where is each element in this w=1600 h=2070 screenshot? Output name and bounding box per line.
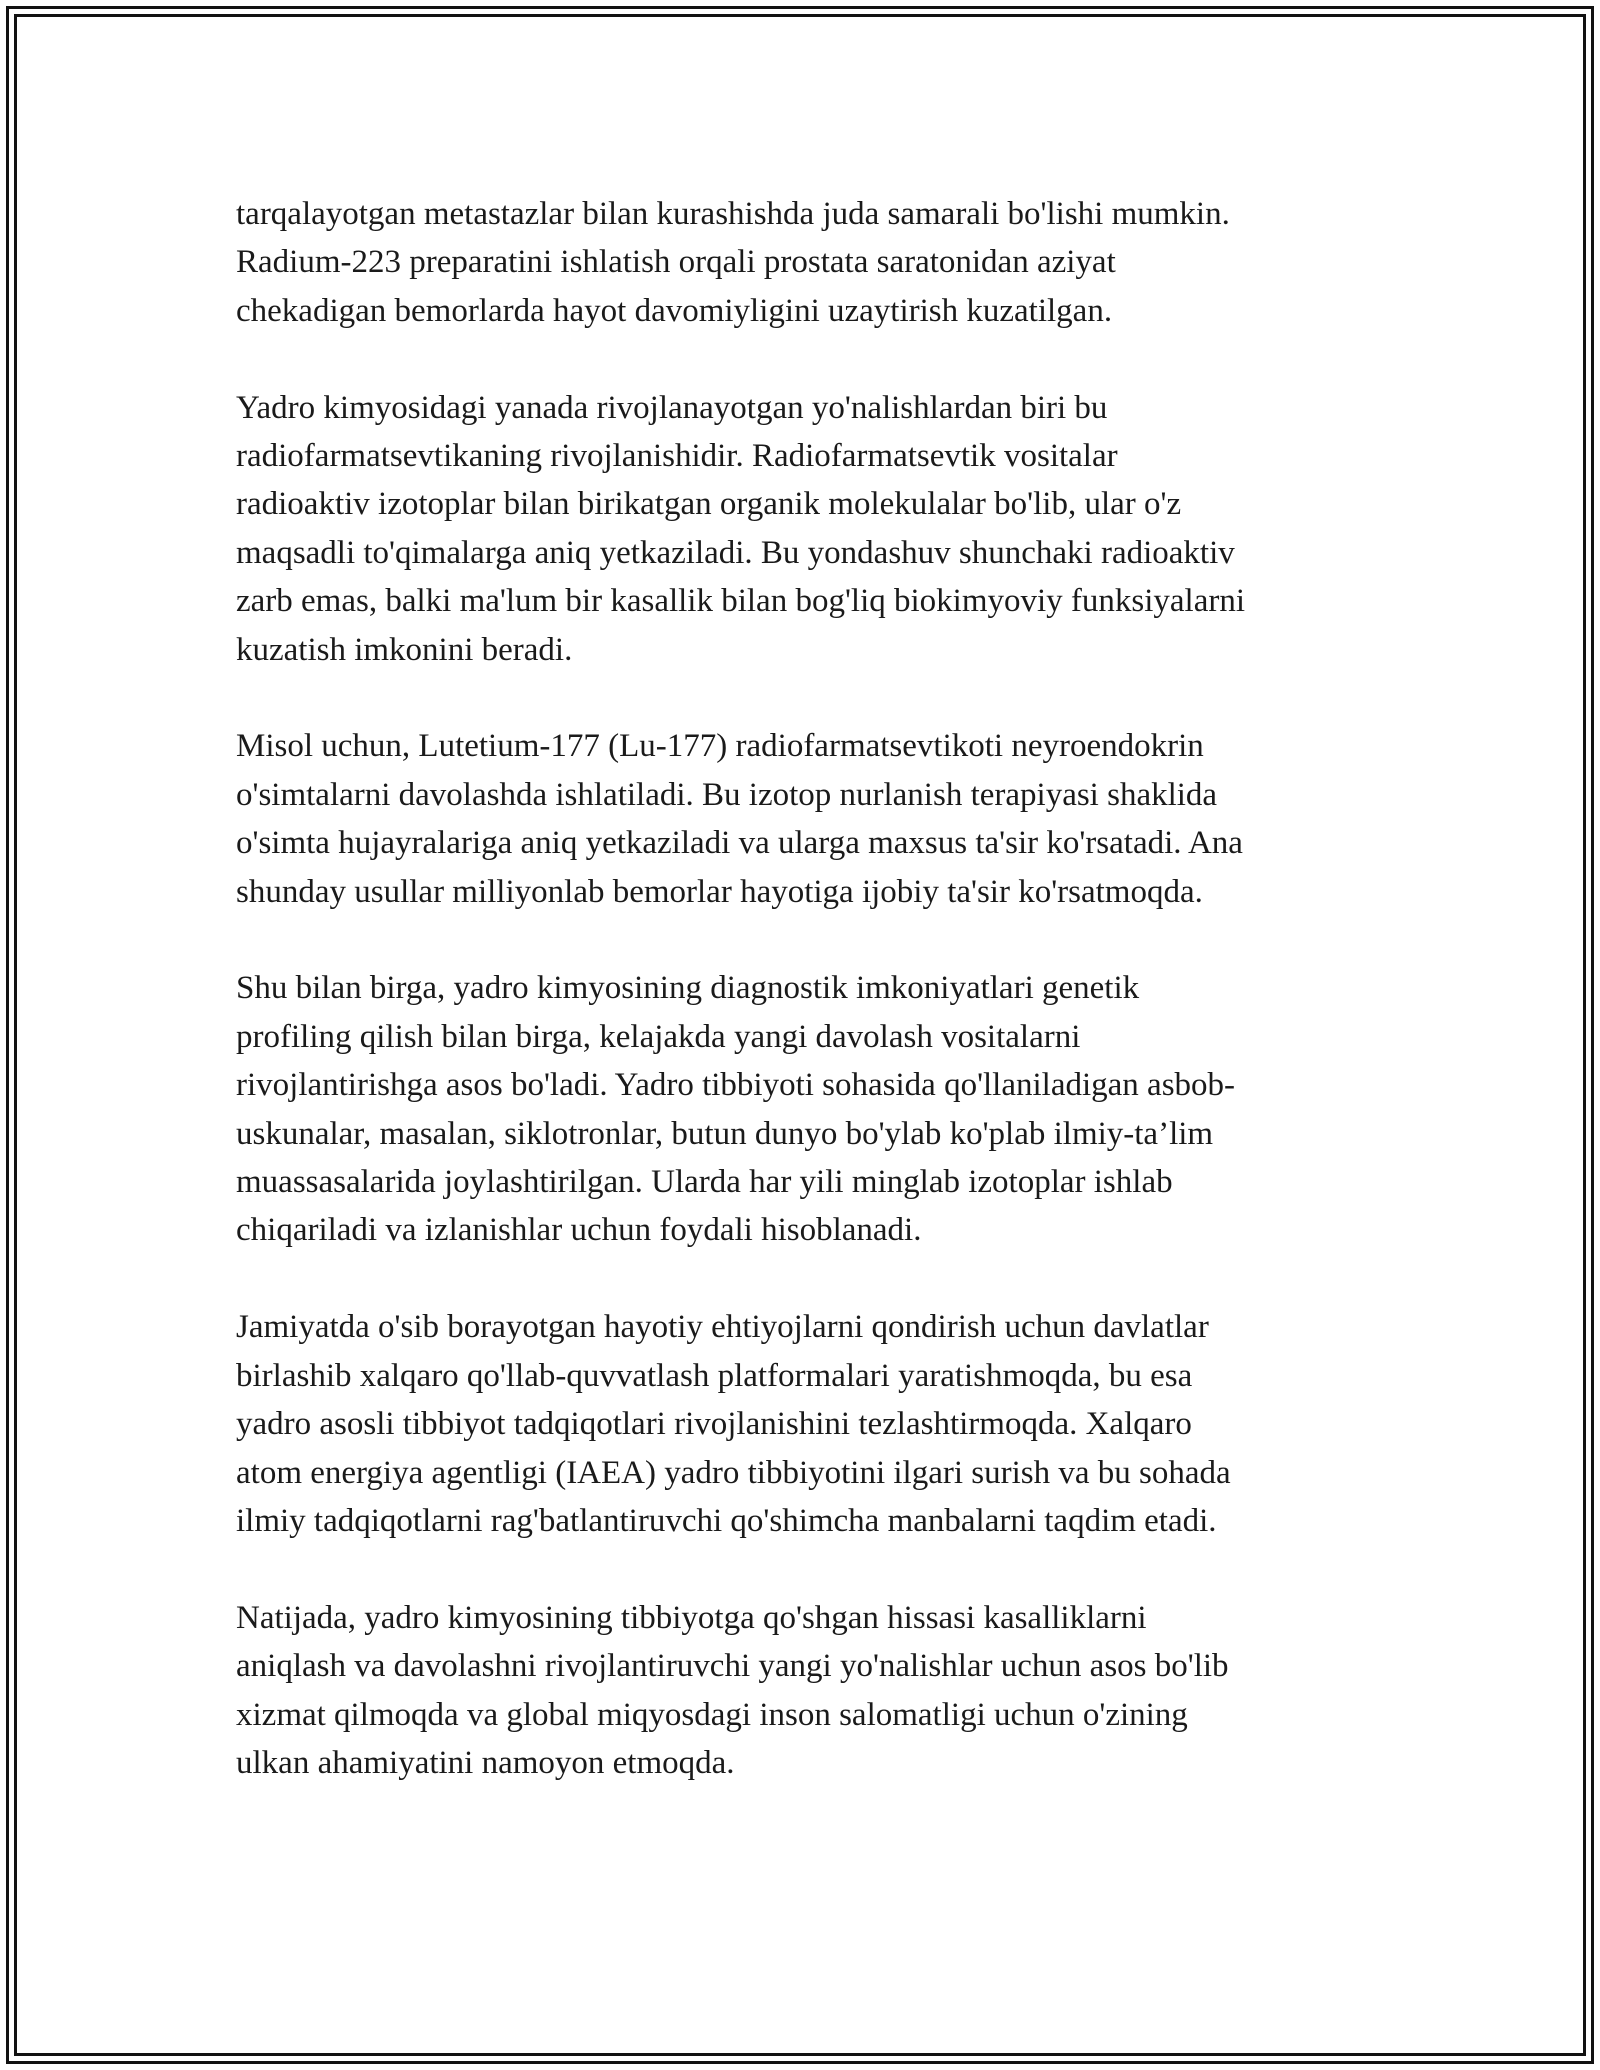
paragraph-lutetium-177 bbox=[236, 722, 1366, 916]
text-line: zarb emas, balki ma'lum bir kasallik bilan bog'liq biokimyoviy funksiyalarni bbox=[236, 583, 1246, 620]
text-line: muassasalarida joylashtirilgan. Ularda har yili minglab izotoplar ishlab bbox=[236, 1164, 1173, 1201]
text-line: Shu bilan birga, yadro kimyosining diagnostik imkoniyatlari genetik bbox=[236, 970, 1140, 1007]
text-line: ilmiy tadqiqotlarni rag'batlantiruvchi qo'shimcha manbalarni taqdim etadi. bbox=[236, 1502, 1217, 1539]
text-line: radioaktiv izotoplar bilan birikatgan organik molekulalar bo'lib, ular o'z bbox=[236, 486, 1182, 523]
paragraph-conclusion bbox=[236, 1594, 1366, 1788]
text-line: Natijada, yadro kimyosining tibbiyotga qo'shgan hissasi kasalliklarni bbox=[236, 1599, 1147, 1636]
text-line: o'simtalarni davolashda ishlatiladi. Bu izotop nurlanish terapiyasi shaklida bbox=[236, 776, 1218, 813]
text-line: Radium-223 preparatini ishlatish orqali prostata saratonidan aziyat bbox=[236, 244, 1116, 281]
text-line: shunday usullar milliyonlab bemorlar hayotiga ijobiy ta'sir ko'rsatmoqda. bbox=[236, 873, 1203, 910]
text-line: profiling qilish bilan birga, kelajakda yangi davolash vositalarni bbox=[236, 1018, 1081, 1055]
paragraph-diagnostics bbox=[236, 964, 1366, 1254]
text-line: o'simta hujayralariga aniq yetkaziladi va ularga maxsus ta'sir ko'rsatadi. Ana bbox=[236, 825, 1243, 862]
text-line: kuzatish imkonini beradi. bbox=[236, 631, 573, 668]
text-line: rivojlantirishga asos bo'ladi. Yadro tibbiyoti sohasida qo'llaniladigan asbob- bbox=[236, 1067, 1236, 1104]
text-line: aniqlash va davolashni rivojlantiruvchi yangi yo'nalishlar uchun asos bo'lib bbox=[236, 1648, 1229, 1685]
text-line: radiofarmatsevtikaning rivojlanishidir. Radiofarmatsevtik vositalar bbox=[236, 438, 1118, 475]
text-line: ulkan ahamiyatini namoyon etmoqda. bbox=[236, 1744, 735, 1781]
text-line: Misol uchun, Lutetium-177 (Lu-177) radiofarmatsevtikoti neyroendokrin bbox=[236, 728, 1204, 765]
paragraph-radium-223 bbox=[236, 190, 1366, 335]
paragraph-radiopharmaceuticals bbox=[236, 384, 1366, 674]
text-line: uskunalar, masalan, siklotronlar, butun dunyo bo'ylab ko'plab ilmiy-ta’lim bbox=[236, 1115, 1214, 1152]
text-line: Yadro kimyosidagi yanada rivojlanayotgan yo'nalishlardan biri bu bbox=[236, 389, 1108, 426]
text-line: xizmat qilmoqda va global miqyosdagi inson salomatligi uchun o'zining bbox=[236, 1696, 1188, 1733]
text-line: atom energiya agentligi (IAEA) yadro tibbiyotini ilgari surish va bu sohada bbox=[236, 1454, 1231, 1491]
text-line: chekadigan bemorlarda hayot davomiyligini uzaytirish kuzatilgan. bbox=[236, 292, 1113, 329]
text-line: maqsadli to'qimalarga aniq yetkaziladi. Bu yondashuv shunchaki radioaktiv bbox=[236, 534, 1235, 571]
paragraph-international-cooperation bbox=[236, 1303, 1366, 1545]
text-line: birlashib xalqaro qo'llab-quvvatlash platformalari yaratishmoqda, bu esa bbox=[236, 1357, 1193, 1394]
text-line: Jamiyatda o'sib borayotgan hayotiy ehtiyojlarni qondirish uchun davlatlar bbox=[236, 1309, 1209, 1346]
text-line: chiqariladi va izlanishlar uchun foydali hisoblanadi. bbox=[236, 1212, 922, 1249]
document-body bbox=[236, 190, 1366, 1836]
text-line: tarqalayotgan metastazlar bilan kurashishda juda samarali bo'lishi mumkin. bbox=[236, 196, 1230, 232]
text-line: yadro asosli tibbiyot tadqiqotlari rivojlanishini tezlashtirmoqda. Xalqaro bbox=[236, 1406, 1192, 1443]
